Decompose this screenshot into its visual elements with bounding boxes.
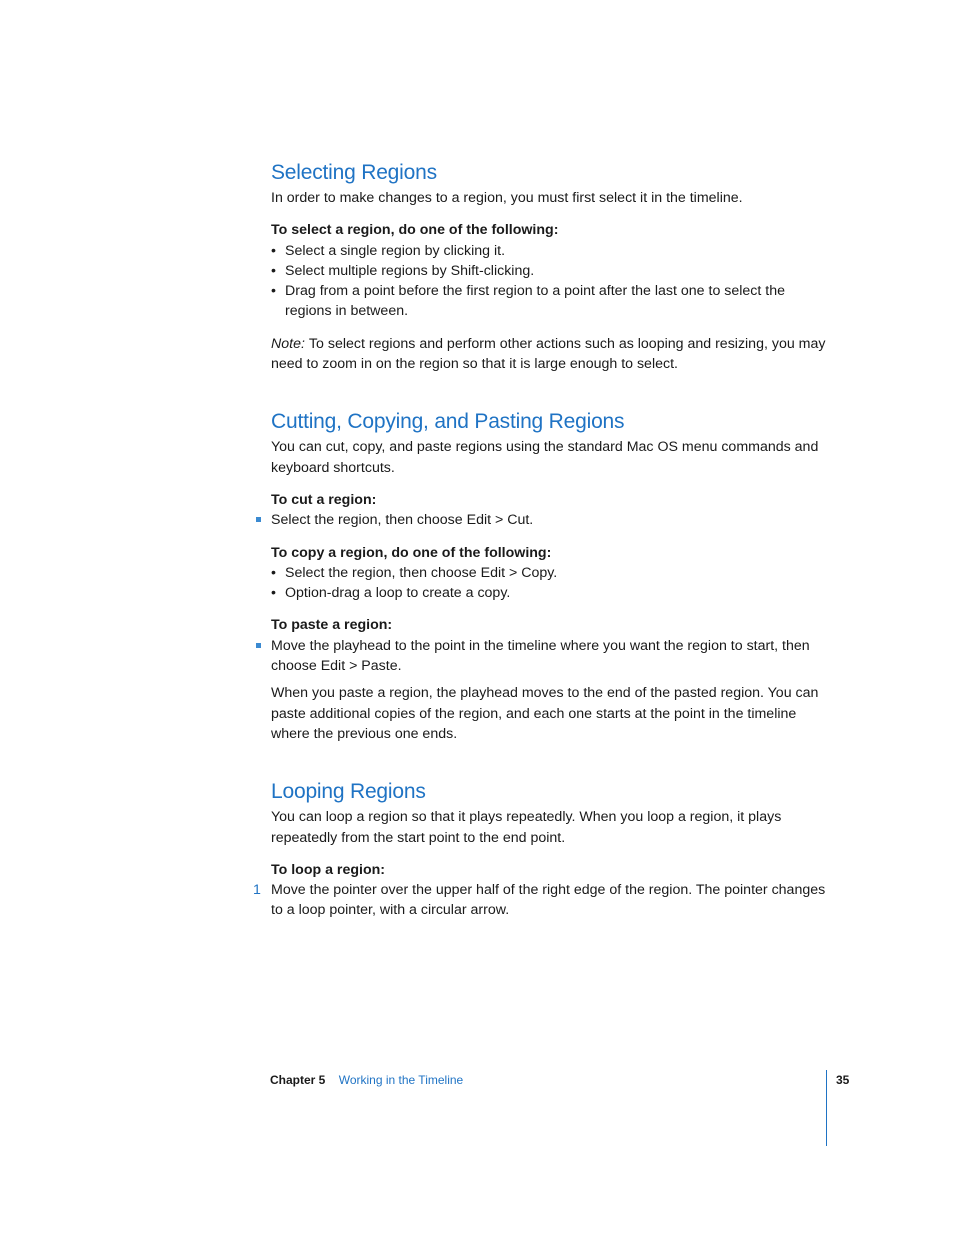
list-item [271,583,827,603]
list-item-text: Select a single region by clicking it. [285,242,506,259]
step-number: 1 [253,882,261,899]
paste-task-heading: To paste a region: [271,617,393,634]
looping-intro: You can loop a region so that it plays repeatedly. When you loop a region, it plays repeatedly from the start point to the end point. [271,809,782,846]
square-bullet-icon [256,517,261,522]
footer-chapter: Chapter 5 [270,1073,326,1087]
bullet-mark: • [271,564,276,581]
list-item-text: Select multiple regions by Shift-clicking. [285,262,535,279]
cut-step-text: Select the region, then choose Edit > Cut. [271,512,534,529]
paste-step-text: Move the playhead to the point in the timeline where you want the region to start, then choose Edit > Paste. [271,637,810,675]
list-item [271,261,827,281]
list-item [271,563,827,583]
heading-selecting-regions: Selecting Regions [271,161,437,184]
loop-step-text: Move the pointer over the upper half of the right edge of the region. The pointer changes to a loop pointer, with a circular arrow. [271,882,826,919]
bullet-mark: • [271,283,276,300]
bullet-mark: • [271,262,276,279]
selecting-note [271,334,827,375]
cut-step [271,510,827,530]
note-text: To select regions and perform other actions such as looping and resizing, you may need to zoom in on the region so that it is large enough to select. [271,335,826,373]
copy-bullet-list [271,563,827,604]
list-item [271,281,827,322]
loop-task-heading: To loop a region: [271,861,386,878]
selecting-task-heading: To select a region, do one of the following: [271,222,559,239]
loop-step-1 [253,880,827,921]
paste-step [271,636,827,677]
list-item-text: Select the region, then choose Edit > Copy. [285,564,558,581]
footer-chapter-title: Working in the Timeline [338,1073,464,1087]
selecting-intro: In order to make changes to a region, you must first select it in the timeline. [271,190,743,206]
section-looping-regions [253,777,827,920]
bullet-mark: • [271,242,276,259]
square-bullet-icon [256,643,261,648]
bullet-mark: • [271,585,276,602]
cut-task-heading: To cut a region: [271,491,377,508]
copy-task-heading: To copy a region, do one of the following: [271,544,552,561]
section-cutting-copying-pasting [271,407,827,744]
selecting-bullet-list [271,241,827,322]
footer-divider [826,1070,827,1146]
cutting-intro: You can cut, copy, and paste regions using the standard Mac OS menu commands and keyboard shortcuts. [271,439,819,476]
paste-note: When you paste a region, the playhead moves to the end of the pasted region. You can paste additional copies of the region, and each one starts at the point in the timeline where the previous one ends. [271,685,819,742]
heading-cutting-copying-pasting: Cutting, Copying, and Pasting Regions [271,410,625,434]
section-selecting-regions [271,158,827,374]
page-number: 35 [836,1073,850,1087]
page-content [253,158,827,954]
page-footer [270,1072,463,1088]
list-item [271,241,827,261]
heading-looping-regions: Looping Regions [271,780,426,804]
list-item-text: Option-drag a loop to create a copy. [285,585,511,602]
list-item-text: Drag from a point before the first region to a point after the last one to select the regions in between. [285,283,785,320]
note-label: Note: [271,335,305,352]
